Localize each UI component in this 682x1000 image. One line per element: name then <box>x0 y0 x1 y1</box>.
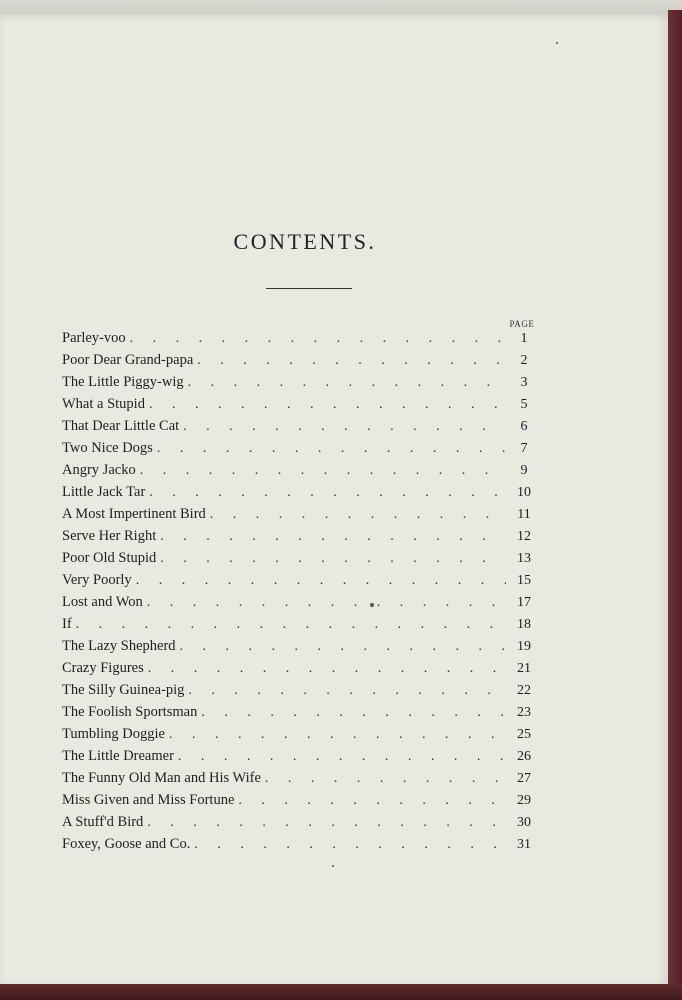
dot-leader <box>180 639 506 655</box>
dot-leader <box>169 727 506 743</box>
paper-speck <box>556 42 558 44</box>
dot-leader <box>265 771 506 787</box>
dot-leader <box>147 595 506 611</box>
contents-page <box>0 14 668 984</box>
dot-leader <box>188 683 506 699</box>
toc-entry-title: Two Nice Dogs <box>62 440 153 456</box>
dot-leader <box>197 353 506 369</box>
toc-entry <box>62 792 542 814</box>
toc-entry <box>62 396 542 418</box>
toc-entry-page: 5 <box>520 397 528 412</box>
toc-entry-title: The Foolish Sportsman <box>62 704 198 720</box>
dot-leader <box>149 485 506 501</box>
toc-entry <box>62 704 542 726</box>
toc-entry-page: 29 <box>517 793 531 808</box>
page-column-header: PAGE <box>509 319 535 329</box>
toc-entry-page: 23 <box>517 705 531 720</box>
toc-entry-title: The Silly Guinea-pig <box>62 682 185 698</box>
toc-entry <box>62 660 542 682</box>
toc-entry <box>62 638 542 660</box>
toc-entry-title: Crazy Figures <box>62 660 144 676</box>
toc-entry-page: 27 <box>517 771 531 786</box>
title-rule <box>266 288 352 289</box>
page-title: CONTENTS. <box>233 229 377 254</box>
dot-leader <box>188 375 506 391</box>
toc-entry <box>62 528 542 550</box>
toc-entry-title: Serve Her Right <box>62 528 157 544</box>
toc-entry <box>62 836 542 858</box>
dot-leader <box>149 397 506 413</box>
cover-bottom-edge <box>0 984 682 1000</box>
dot-leader <box>130 331 506 347</box>
toc-entry <box>62 814 542 836</box>
dot-leader <box>76 617 506 633</box>
toc-entry-page: 12 <box>517 529 531 544</box>
dot-leader <box>148 661 506 677</box>
toc-entry <box>62 418 542 440</box>
toc-entry-page: 1 <box>520 331 528 346</box>
dot-leader <box>160 529 506 545</box>
toc-entry <box>62 374 542 396</box>
toc-entry <box>62 506 542 528</box>
toc-entry-title: Tumbling Doggie <box>62 726 165 742</box>
toc-entry-title: Foxey, Goose and Co. <box>62 836 191 852</box>
toc-entry <box>62 616 542 638</box>
toc-entry-page: 18 <box>517 617 531 632</box>
dot-leader <box>178 749 506 765</box>
toc-entry-page: 31 <box>517 837 531 852</box>
paper-speck <box>332 865 334 867</box>
toc-entry <box>62 572 542 594</box>
toc-entry-title: A Stuff'd Bird <box>62 814 144 830</box>
toc-entry <box>62 462 542 484</box>
dot-leader <box>157 441 506 457</box>
toc-entry-page: 17 <box>517 595 531 610</box>
paper-speck <box>370 603 374 607</box>
toc-entry-page: 15 <box>517 573 531 588</box>
toc-entry-title: The Little Dreamer <box>62 748 174 764</box>
toc-entry <box>62 682 542 704</box>
toc-entry <box>62 330 542 352</box>
toc-entry-page: 22 <box>517 683 531 698</box>
toc-entry-title: The Little Piggy-wig <box>62 374 184 390</box>
toc-entry <box>62 484 542 506</box>
toc-entry-title: Parley-voo <box>62 330 126 346</box>
dot-leader <box>201 705 506 721</box>
dot-leader <box>210 507 506 523</box>
toc-entry-page: 2 <box>520 353 528 368</box>
cover-right-edge <box>668 10 682 990</box>
toc-entry-title: Poor Old Stupid <box>62 550 157 566</box>
toc-entry-title: The Lazy Shepherd <box>62 638 176 654</box>
toc-entry-page: 26 <box>517 749 531 764</box>
toc-entry-title: Poor Dear Grand-papa <box>62 352 194 368</box>
toc-entry-page: 30 <box>517 815 531 830</box>
dot-leader <box>238 793 506 809</box>
toc-entry-title: Very Poorly <box>62 572 132 588</box>
toc-entry-title: What a Stupid <box>62 396 145 412</box>
toc-entry-page: 13 <box>517 551 531 566</box>
toc-entry-title: Miss Given and Miss Fortune <box>62 792 235 808</box>
toc-entry-title: Lost and Won <box>62 594 143 610</box>
toc-entry-title: Little Jack Tar <box>62 484 146 500</box>
toc-entry-page: 11 <box>517 507 531 522</box>
dot-leader <box>160 551 506 567</box>
toc-entry <box>62 726 542 748</box>
toc-entry-page: 6 <box>520 419 528 434</box>
table-of-contents <box>62 330 542 858</box>
toc-entry <box>62 352 542 374</box>
toc-entry-title: A Most Impertinent Bird <box>62 506 206 522</box>
toc-entry <box>62 594 542 616</box>
toc-entry-page: 25 <box>517 727 531 742</box>
toc-entry-page: 19 <box>517 639 531 654</box>
toc-entry-title: The Funny Old Man and His Wife <box>62 770 261 786</box>
toc-entry-title: That Dear Little Cat <box>62 418 180 434</box>
toc-entry <box>62 550 542 572</box>
toc-entry-page: 7 <box>520 441 528 456</box>
dot-leader <box>183 419 506 435</box>
toc-entry-page: 21 <box>517 661 531 676</box>
dot-leader <box>194 837 506 853</box>
top-edge <box>0 0 682 14</box>
toc-entry-title: Angry Jacko <box>62 462 136 478</box>
toc-entry-title: If <box>62 616 72 632</box>
toc-entry <box>62 440 542 462</box>
toc-entry-page: 9 <box>520 463 528 478</box>
toc-entry <box>62 770 542 792</box>
toc-entry <box>62 748 542 770</box>
toc-entry-page: 10 <box>517 485 531 500</box>
dot-leader <box>140 463 506 479</box>
dot-leader <box>147 815 506 831</box>
toc-entry-page: 3 <box>520 375 528 390</box>
dot-leader <box>136 573 506 589</box>
